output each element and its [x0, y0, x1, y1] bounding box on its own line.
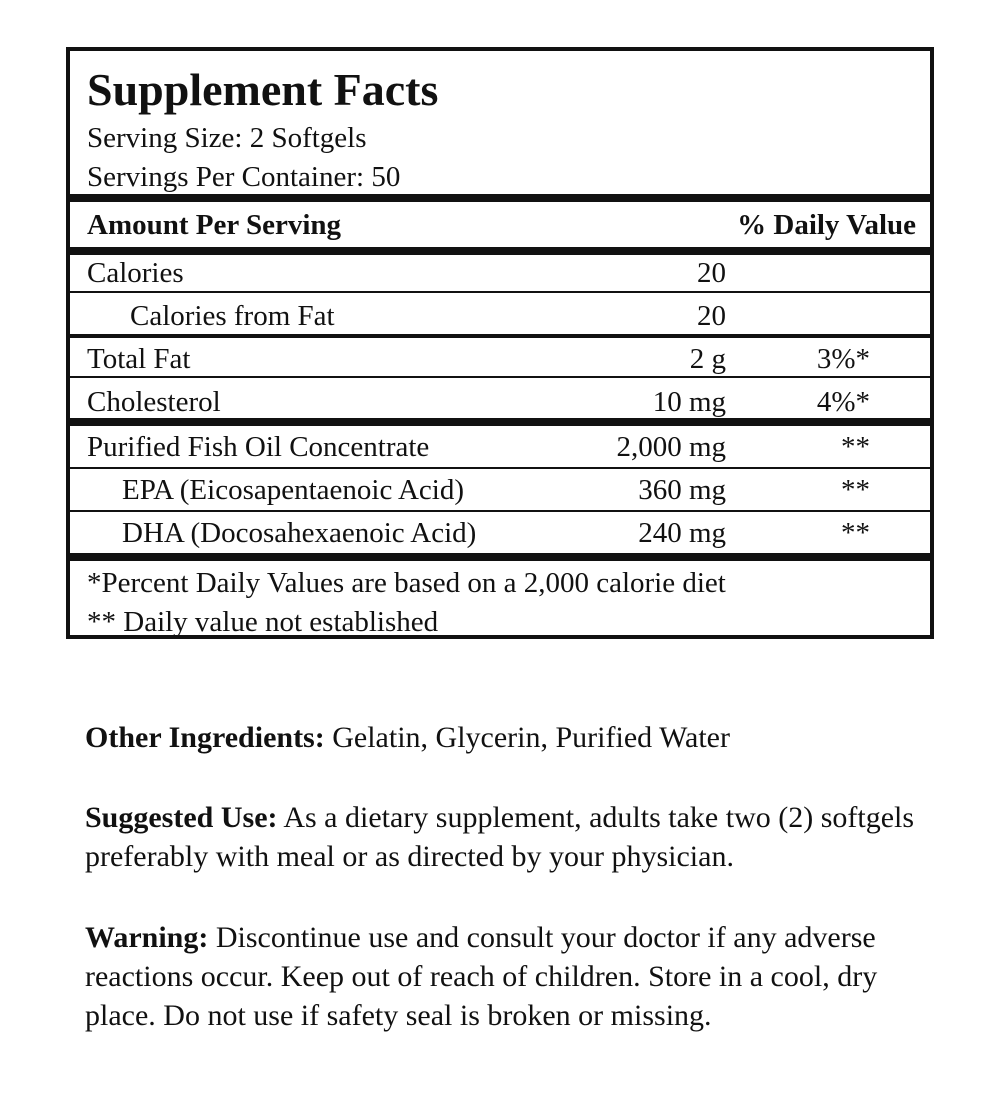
- row-amount-dha: 240 mg: [638, 517, 726, 549]
- row-label-cholesterol: Cholesterol: [87, 386, 221, 418]
- other-ingredients: [85, 718, 965, 757]
- row-dv-fish-oil: **: [841, 431, 870, 463]
- suggested-use: [85, 798, 965, 876]
- row-divider: [70, 510, 930, 512]
- row-amount-calories-from-fat: 20: [697, 300, 726, 332]
- warning-label: Warning:: [85, 921, 209, 954]
- row-dv-dha: **: [841, 517, 870, 549]
- row-amount-fish-oil: 2,000 mg: [616, 431, 726, 463]
- servings-per-container: Servings Per Container: 50: [87, 161, 401, 193]
- row-amount-total-fat: 2 g: [689, 343, 726, 375]
- row-label-calories: Calories: [87, 257, 184, 289]
- row-divider: [70, 334, 930, 338]
- row-divider: [70, 467, 930, 469]
- row-divider: [70, 291, 930, 293]
- row-label-calories-from-fat: Calories from Fat: [130, 300, 335, 332]
- divider-thick: [70, 553, 930, 561]
- suggested-use-text: As a dietary supplement, adults take two (2) softgels preferably with meal or as directed by your physician.: [85, 801, 915, 873]
- row-dv-epa: **: [841, 474, 870, 506]
- row-amount-calories: 20: [697, 257, 726, 289]
- divider-thick: [70, 194, 930, 202]
- row-divider: [70, 376, 930, 378]
- row-dv-total-fat: 3%*: [816, 343, 870, 375]
- warning: [85, 918, 915, 1035]
- row-amount-epa: 360 mg: [638, 474, 726, 506]
- footnote-percent-daily-values: *Percent Daily Values are based on a 2,000 calorie diet: [87, 567, 726, 599]
- suggested-use-label: Suggested Use:: [85, 801, 278, 834]
- row-dv-cholesterol: 4%*: [816, 386, 870, 418]
- footnote-daily-value-not-established: ** Daily value not established: [87, 606, 439, 638]
- row-amount-cholesterol: 10 mg: [652, 386, 726, 418]
- header-amount-per-serving: Amount Per Serving: [87, 209, 342, 241]
- warning-text: Discontinue use and consult your doctor if any adverse reactions occur. Keep out of reach of children. Store in a cool, dry place. Do not use if safety seal is broken or missing.: [85, 921, 878, 1032]
- other-ingredients-text: Gelatin, Glycerin, Purified Water: [324, 721, 730, 754]
- row-label-epa: EPA (Eicosapentaenoic Acid): [122, 474, 465, 506]
- row-label-dha: DHA (Docosahexaenoic Acid): [122, 517, 477, 549]
- facts-title: Supplement Facts: [87, 64, 439, 115]
- divider-thick: [70, 247, 930, 255]
- supplement-facts-panel: [66, 47, 934, 639]
- header-daily-value: % Daily Value: [737, 209, 916, 241]
- row-label-total-fat: Total Fat: [87, 343, 191, 375]
- serving-size: Serving Size: 2 Softgels: [87, 122, 367, 154]
- row-label-fish-oil: Purified Fish Oil Concentrate: [87, 431, 430, 463]
- other-ingredients-label: Other Ingredients:: [85, 721, 325, 754]
- divider-thick: [70, 418, 930, 426]
